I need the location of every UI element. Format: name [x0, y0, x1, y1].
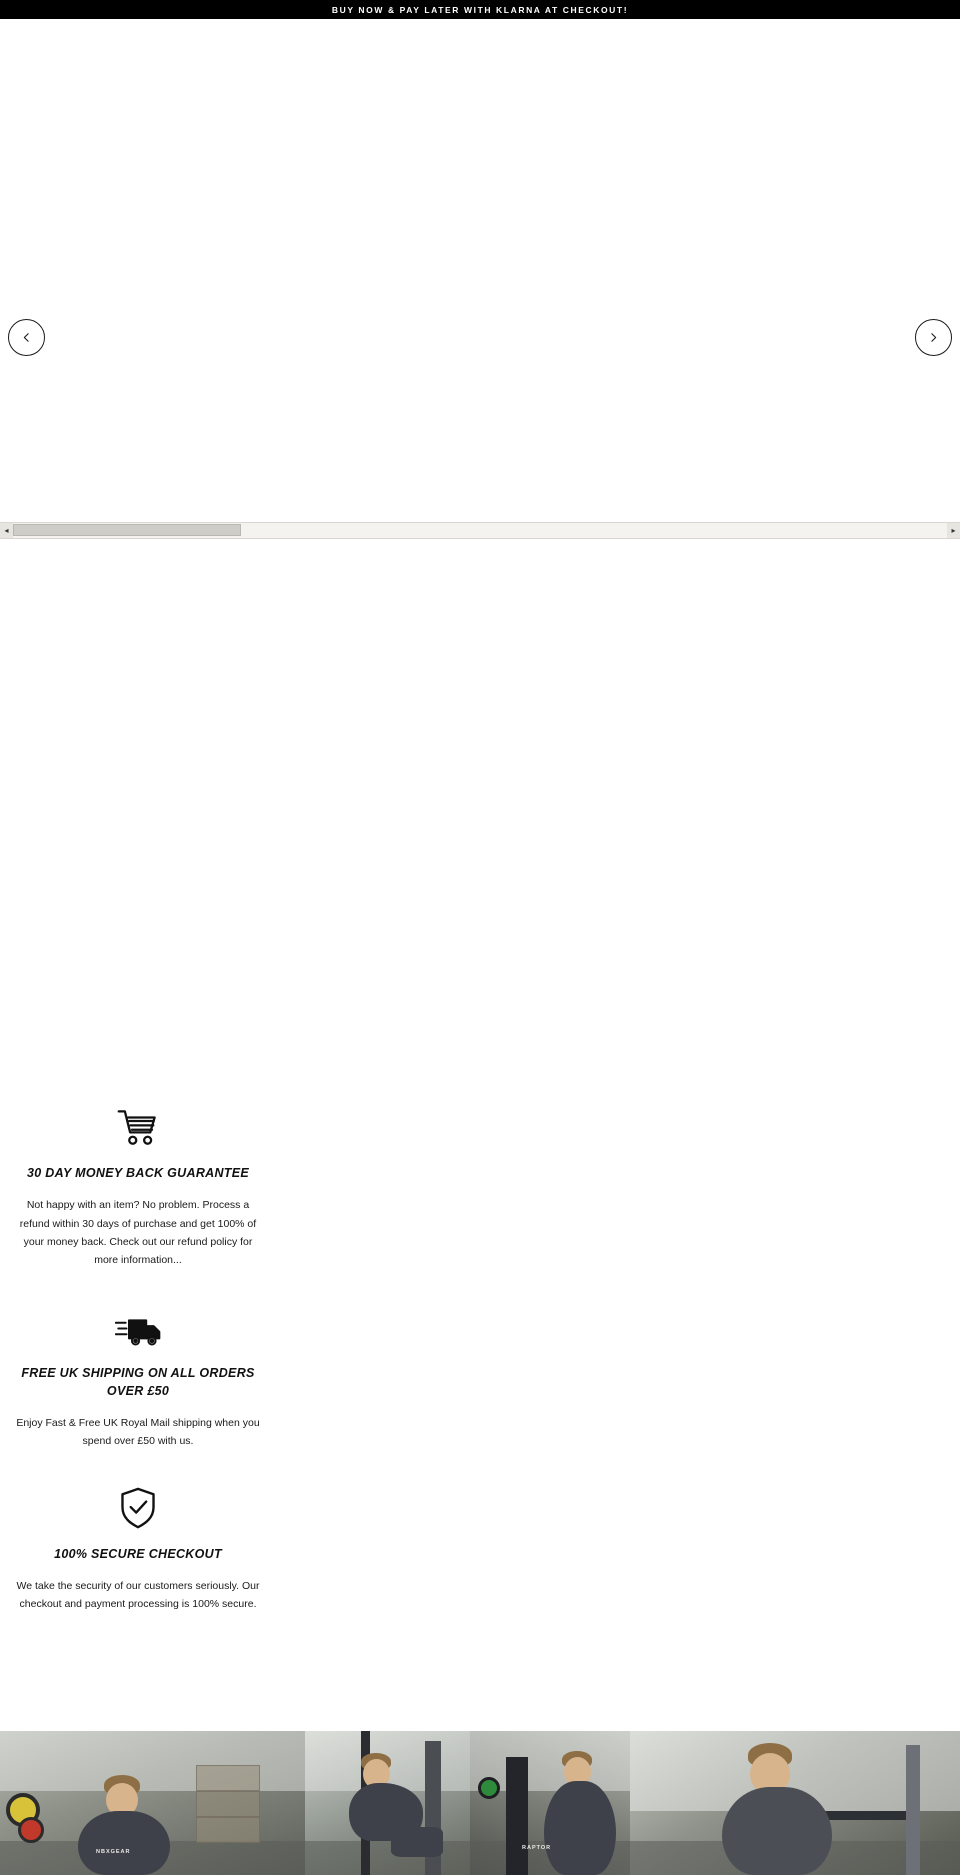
- scrollbar-left-arrow-button[interactable]: ◂: [0, 523, 13, 538]
- chevron-right-icon: [927, 331, 940, 344]
- slideshow-next-button[interactable]: [915, 319, 952, 356]
- photo-athlete-loading-plates: [470, 1731, 630, 1875]
- value-props-section: [0, 1070, 960, 1674]
- content-placeholder-region: [0, 532, 960, 1070]
- value-prop-free-shipping: [0, 1270, 276, 1451]
- value-prop-title: 30 DAY MONEY BACK GUARANTEE: [26, 1166, 250, 1180]
- photo-label: NBXGEAR: [96, 1849, 131, 1855]
- shopping-cart-icon: [0, 1102, 276, 1148]
- scrollbar-right-arrow-button[interactable]: ▸: [947, 523, 960, 538]
- photo-athlete-barbell-lift: [630, 1731, 960, 1875]
- photo-label: RAPTOR: [522, 1845, 552, 1851]
- value-prop-text: Enjoy Fast & Free UK Royal Mail shipping when you spend over £50 with us.: [16, 1416, 260, 1448]
- shield-check-icon: [0, 1483, 276, 1529]
- value-prop-money-back: [0, 1070, 276, 1270]
- announcement-bar: [0, 0, 960, 19]
- hero-slide: [0, 19, 960, 532]
- value-prop-secure-checkout: [0, 1451, 276, 1614]
- scrollbar-thumb[interactable]: [13, 524, 241, 536]
- hero-slideshow: [0, 19, 960, 532]
- horizontal-scrollbar[interactable]: [0, 522, 960, 539]
- delivery-truck-icon: [0, 1302, 276, 1348]
- value-prop-title: 100% SECURE CHECKOUT: [54, 1546, 222, 1561]
- slideshow-prev-button[interactable]: [8, 319, 45, 356]
- value-prop-title: FREE UK SHIPPING ON ALL ORDERS OVER £50: [21, 1365, 255, 1398]
- chevron-left-icon: [20, 331, 33, 344]
- announcement-text: BUY NOW & PAY LATER WITH KLARNA AT CHECKOUT!: [331, 4, 629, 15]
- photo-athlete-pushing-sled: [0, 1731, 305, 1875]
- photo-athlete-stretching-rig: [305, 1731, 470, 1875]
- value-prop-text: We take the security of our customers seriously. Our checkout and payment processing is 100% secure.: [16, 1579, 260, 1611]
- lifestyle-photo-band: [0, 1731, 960, 1875]
- value-prop-text: Not happy with an item? No problem. Process a refund within 30 days of purchase and get 100% of your money back. Check out our refund policy for more information...: [19, 1199, 257, 1267]
- scrollbar-track[interactable]: [13, 523, 947, 538]
